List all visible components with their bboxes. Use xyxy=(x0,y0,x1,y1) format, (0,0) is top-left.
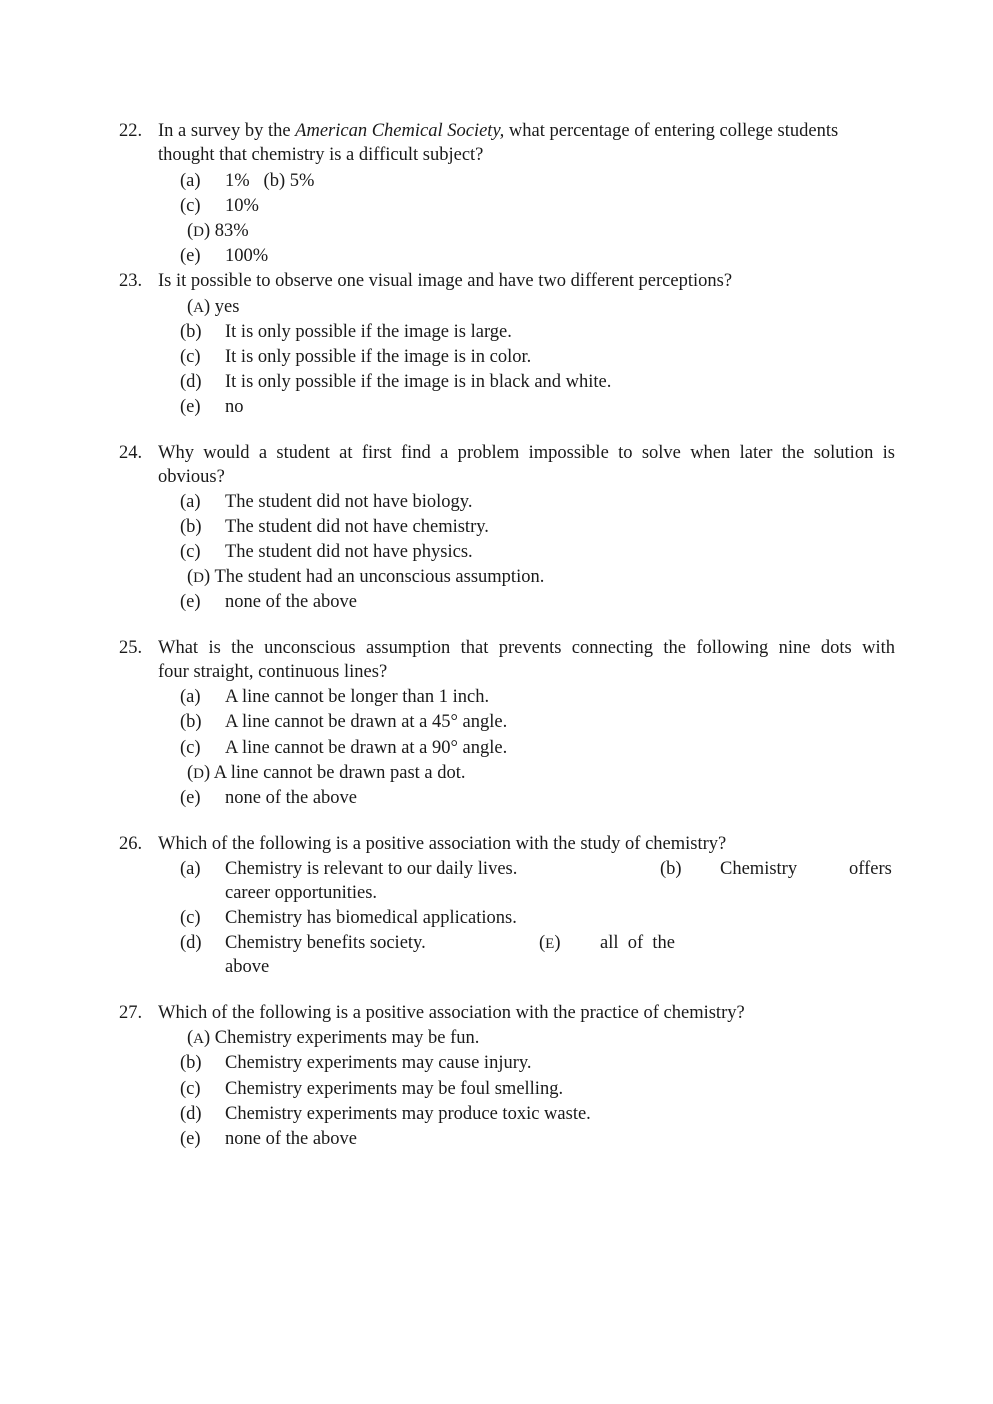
option-label-b: (b) xyxy=(180,322,202,342)
option-a-inline xyxy=(187,1027,479,1050)
option-text-e: none of the above xyxy=(225,592,358,612)
option-label-e: (e) xyxy=(180,592,201,612)
option-label-b: (b) xyxy=(180,517,202,537)
option-label-a: (a) xyxy=(180,687,201,707)
stem-italic-text: American Chemical Society, xyxy=(295,121,505,141)
option-label-e: (e) xyxy=(180,246,201,266)
option-label-e: (e) xyxy=(180,397,201,417)
question-number: 24. xyxy=(119,443,143,463)
option-text-d: Chemistry experiments may produce toxic waste. xyxy=(225,1104,591,1124)
option-text-a: Chemistry is relevant to our daily lives. xyxy=(225,859,518,879)
option-text-b-word: offers xyxy=(849,859,892,879)
option-text-a: The student did not have biology. xyxy=(225,492,473,512)
option-text-d: Chemistry benefits society. xyxy=(225,933,426,953)
option-d-inline xyxy=(187,762,466,785)
question-stem-line: Which of the following is a positive association with the practice of chemistry? xyxy=(158,1003,745,1023)
question-number: 25. xyxy=(119,638,143,658)
option-label-a: (a) xyxy=(180,859,201,879)
option-text-b-word: Chemistry xyxy=(720,859,798,879)
option-label-a: (a) xyxy=(180,492,201,512)
option-d-inline xyxy=(187,220,249,243)
option-letter: D xyxy=(193,224,205,240)
question-stem-line: thought that chemistry is a difficult subject? xyxy=(158,145,484,165)
option-text-e-continued: above xyxy=(225,957,270,977)
paren: ) xyxy=(554,933,561,953)
option-text: ) The student had an unconscious assumption. xyxy=(204,567,545,587)
question-stem-line: obvious? xyxy=(158,467,225,487)
paren: ( xyxy=(187,297,194,317)
option-label-c: (c) xyxy=(180,542,201,562)
option-label-d: (d) xyxy=(180,1104,202,1124)
option-letter: A xyxy=(193,300,205,316)
option-text-c: The student did not have physics. xyxy=(225,542,473,562)
option-text-b: A line cannot be drawn at a 45° angle. xyxy=(225,712,508,732)
question-stem-line xyxy=(158,120,895,142)
question-number: 23. xyxy=(119,271,143,291)
option-label-a: (a) xyxy=(180,171,201,191)
option-text-c: 10% xyxy=(225,196,259,216)
option-label-c: (c) xyxy=(180,347,201,367)
option-text: ) 83% xyxy=(204,221,249,241)
stem-text: what percentage of entering college students xyxy=(508,121,839,141)
paren: ( xyxy=(539,933,546,953)
paren: ( xyxy=(187,221,194,241)
option-label-c: (c) xyxy=(180,196,201,216)
option-text-a: A line cannot be longer than 1 inch. xyxy=(225,687,490,707)
option-label-b: (b) xyxy=(180,1053,202,1073)
option-text: ) yes xyxy=(204,297,240,317)
option-label-e xyxy=(539,932,561,955)
question-stem-line: Why would a student at first find a problem impossible to solve when later the solution is xyxy=(158,443,895,463)
option-label-d: (d) xyxy=(180,933,202,953)
option-text-c: It is only possible if the image is in color. xyxy=(225,347,532,367)
option-b-inline: (b) 5% xyxy=(263,171,315,191)
option-label-e: (e) xyxy=(180,788,201,808)
paren: ( xyxy=(187,763,194,783)
option-text: ) Chemistry experiments may be fun. xyxy=(204,1028,480,1048)
option-text-a xyxy=(225,170,314,192)
option-text-b: It is only possible if the image is large. xyxy=(225,322,512,342)
option-text-e: none of the above xyxy=(225,1129,358,1149)
option-letter: D xyxy=(193,570,205,586)
option-text-e: all of the xyxy=(600,933,676,953)
question-stem-line: four straight, continuous lines? xyxy=(158,662,388,682)
option-label-c: (c) xyxy=(180,738,201,758)
option-letter: D xyxy=(193,766,205,782)
question-number: 22. xyxy=(119,121,143,141)
paren: ( xyxy=(187,567,194,587)
option-text-e: 100% xyxy=(225,246,269,266)
option-text-c: A line cannot be drawn at a 90° angle. xyxy=(225,738,508,758)
option-label-b: (b) xyxy=(180,712,202,732)
option-d-inline xyxy=(187,566,544,589)
paren: ( xyxy=(187,1028,194,1048)
option-text-e: no xyxy=(225,397,244,417)
question-number: 27. xyxy=(119,1003,143,1023)
option-label-c: (c) xyxy=(180,908,201,928)
option-label-d: (d) xyxy=(180,372,202,392)
option-text-b-continued: career opportunities. xyxy=(225,883,378,903)
question-stem-line: Is it possible to observe one visual image and have two different perceptions? xyxy=(158,271,733,291)
option-letter: A xyxy=(193,1031,205,1047)
question-stem-line: What is the unconscious assumption that prevents connecting the following nine dots with xyxy=(158,638,895,658)
option-text-c: Chemistry experiments may be foul smelling. xyxy=(225,1079,564,1099)
option-text-c: Chemistry has biomedical applications. xyxy=(225,908,517,928)
option-label-c: (c) xyxy=(180,1079,201,1099)
option-a-value: 1% xyxy=(225,171,250,191)
option-label-b: (b) xyxy=(660,859,682,879)
option-text-b: Chemistry experiments may cause injury. xyxy=(225,1053,532,1073)
option-text: ) A line cannot be drawn past a dot. xyxy=(204,763,466,783)
option-letter: E xyxy=(545,936,555,952)
option-a-inline xyxy=(187,296,239,319)
option-text-e: none of the above xyxy=(225,788,358,808)
question-number: 26. xyxy=(119,834,143,854)
question-stem-line: Which of the following is a positive association with the study of chemistry? xyxy=(158,834,727,854)
stem-text: In a survey by the xyxy=(158,121,291,141)
option-label-e: (e) xyxy=(180,1129,201,1149)
option-text-b: The student did not have chemistry. xyxy=(225,517,489,537)
option-text-d: It is only possible if the image is in black and white. xyxy=(225,372,612,392)
